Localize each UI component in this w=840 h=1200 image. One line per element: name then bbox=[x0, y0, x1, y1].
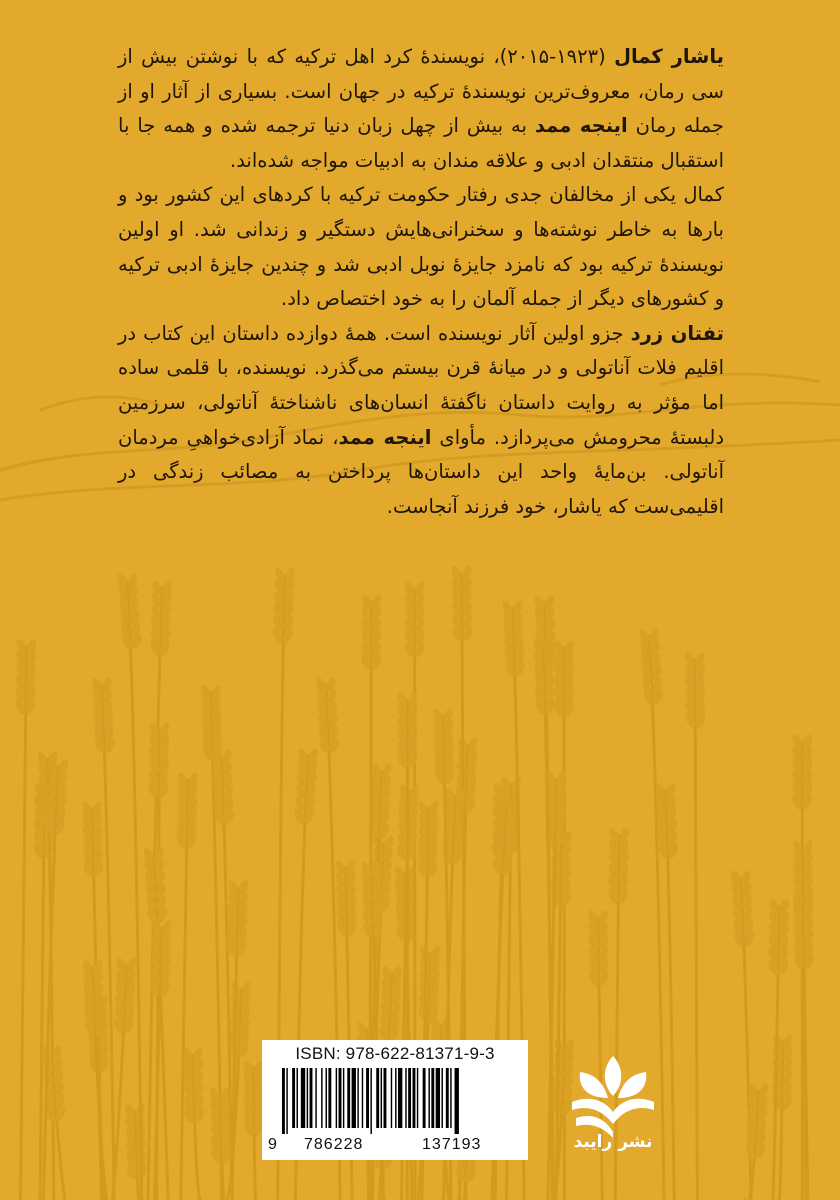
barcode-bar bbox=[423, 1068, 426, 1128]
barcode-bar bbox=[366, 1068, 369, 1128]
text-run: جزو اولین آثار نویسنده است. همۀ دوازده داستان این کتاب در اقلیم فلات آناتولی و در میانۀ قرن بیستم می‌گذرد. نویسنده، با قلمی ساده اما مؤثر به روایت داستان ناگفتۀ انسان‌های ناشناختۀ آناتولی، سرزمین دلبستۀ محرومش می‌پردازد. مأوای bbox=[118, 321, 725, 449]
bold-name: اینجه ممد bbox=[338, 425, 432, 449]
barcode-bar bbox=[336, 1068, 337, 1128]
paragraph bbox=[118, 317, 724, 525]
barcode-bar bbox=[357, 1068, 358, 1128]
bold-name: اینجه ممد bbox=[534, 114, 628, 138]
barcode-bar bbox=[398, 1068, 402, 1128]
barcode-bar bbox=[405, 1068, 406, 1128]
barcode-digits-right: 137193 bbox=[422, 1136, 482, 1153]
barcode-bar bbox=[315, 1068, 316, 1128]
barcode-bar bbox=[446, 1068, 449, 1128]
wheat-stalk bbox=[695, 660, 697, 1200]
barcode-bar bbox=[436, 1068, 440, 1128]
wheat-stalk bbox=[20, 646, 26, 1200]
barcode-bar bbox=[413, 1068, 416, 1128]
barcode-digit-lead: 9 bbox=[268, 1136, 278, 1153]
bold-name: تفتان زرد bbox=[630, 321, 724, 345]
barcode-bar bbox=[376, 1068, 379, 1128]
barcode-bar bbox=[307, 1068, 308, 1128]
barcode-bar bbox=[428, 1068, 429, 1128]
barcode-bar bbox=[326, 1068, 327, 1128]
barcode-bar bbox=[292, 1068, 295, 1128]
barcode-bar bbox=[343, 1068, 344, 1128]
barcode-bar bbox=[297, 1068, 298, 1128]
barcode-bar bbox=[417, 1068, 418, 1128]
barcode-bar bbox=[310, 1068, 313, 1128]
bold-name: یاشار کمال bbox=[614, 45, 725, 68]
barcode-bar bbox=[408, 1068, 411, 1128]
paragraph bbox=[118, 178, 724, 316]
barcode-digits-left: 786228 bbox=[304, 1136, 364, 1153]
publisher-name: نشر رایبد bbox=[573, 1132, 653, 1152]
barcode-bar bbox=[381, 1068, 382, 1128]
barcode-bar bbox=[391, 1068, 392, 1128]
barcode-bar bbox=[352, 1068, 356, 1128]
text-run: کمال یکی از مخالفان جدی رفتار حکومت ترکیه با کردهای این کشور بود و بارها به خاطر نوشته‌ها و سخنرانی‌هایش دستگیر و زندانی شد. او اولین نویسندۀ ترکیه بود که نامزد جایزۀ نوبل ادبی شد و چندین جایزۀ ادبی ترکیه و کشورهای دیگر از جمله آلمان را به خود اختصاص داد. bbox=[118, 183, 724, 311]
barcode-icon bbox=[268, 1068, 522, 1134]
text-run: به بیش از چهل زبان دنیا ترجمه شده و همه جا با استقبال منتقدان ادبی و علاقه مندان به ادبیات مواجه شده‌اند. bbox=[118, 114, 724, 172]
barcode-bar bbox=[395, 1068, 396, 1128]
barcode-bar bbox=[362, 1068, 363, 1128]
isbn-number: ISBN: 978-622-81371-9-3 bbox=[295, 1044, 495, 1063]
barcode-bar bbox=[321, 1068, 322, 1128]
barcode-bar bbox=[455, 1068, 459, 1134]
text-run: (۱۹۲۳-۲۰۱۵)، نویسندۀ کرد اهل ترکیه که با نوشتن بیش از سی رمان، معروف‌ترین نویسندۀ ترکیه در جهان است. بسیاری از آثار او از جمله رمان bbox=[118, 45, 724, 138]
barcode-bar bbox=[442, 1068, 443, 1128]
text-run: ، نماد آزادی‌خواهیِ مردمان آناتولی. بن‌مایۀ واحد این داستان‌ها پرداختن به مصائب زندگی در اقلیمی‌ست که یاشار، خود فرزند آنجاست. bbox=[118, 425, 724, 518]
barcode-bar bbox=[431, 1068, 434, 1128]
barcode-bar bbox=[450, 1068, 451, 1128]
barcode-bar bbox=[301, 1068, 305, 1128]
barcode-bar bbox=[370, 1068, 371, 1134]
back-cover-text bbox=[118, 40, 724, 524]
wheat-stalk bbox=[102, 685, 114, 1200]
isbn-barcode bbox=[262, 1040, 528, 1160]
barcode-bar bbox=[328, 1068, 331, 1128]
barcode-bar bbox=[286, 1068, 287, 1134]
barcode-bar bbox=[347, 1068, 350, 1128]
paragraph bbox=[118, 40, 724, 178]
barcode-bar bbox=[339, 1068, 342, 1128]
barcode-bar bbox=[384, 1068, 387, 1128]
barcode-bar bbox=[282, 1068, 285, 1134]
